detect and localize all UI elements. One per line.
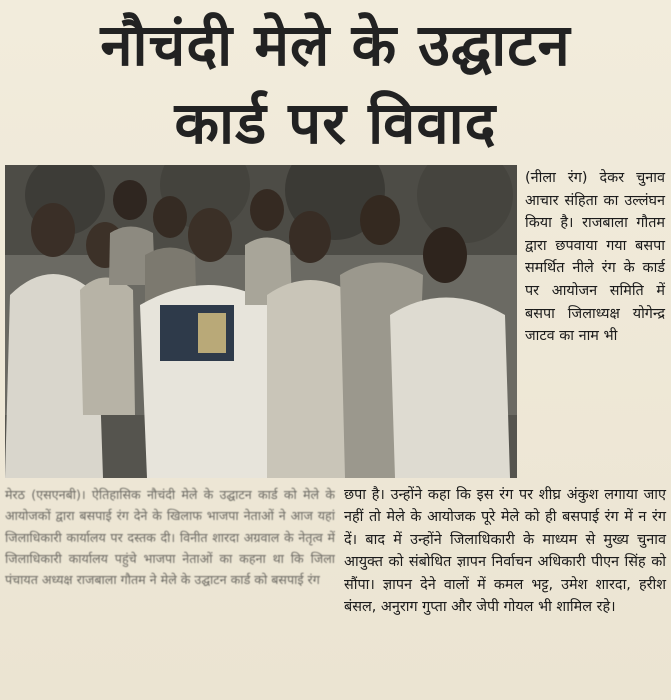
news-photo bbox=[5, 165, 517, 478]
headline-line-1: नौचंदी मेले के उद्घाटन bbox=[100, 11, 571, 79]
group-photo-illustration bbox=[5, 165, 517, 478]
headline-line-2: कार्ड पर विवाद bbox=[174, 89, 497, 157]
article-side-column: (नीला रंग) देकर चुनाव आचार संहिता का उल्लंघन किया है। राजबाला गौतम द्वारा छपवाया गया बसपा समर्थित नीले रंग के कार्ड पर आयोजन समिति में बसपा जिलाध्यक्ष योगेन्द्र जाटव का नाम भी bbox=[525, 170, 665, 345]
article-lower-right-column: छपा है। उन्होंने कहा कि इस रंग पर शीघ्र अंकुश लगाया जाए नहीं तो मेले के आयोजक पूरे मेले को ही बसपाई रंग में न रंग दें। बाद में उन्होंने जिलाधिकारी के माध्यम से मुख्य चुनाव आयुक्त को संबोधित ज्ञापन निर्वाचन अधिकारी पीएन सिंह को सौंपा। ज्ञापन देने वालों में कमल भट्ट, उमेश शारदा, हरीश बंसल, अनुराग गुप्ता और जेपी गोयल भी शामिल रहे। bbox=[344, 487, 666, 616]
article-lower-left-column: मेरठ (एसएनबी)। ऐतिहासिक नौचंदी मेले के उद्घाटन कार्ड को मेले के आयोजकों द्वारा बसपाई रंग देने के खिलाफ भाजपा नेताओं ने आज यहां जिलाधिकारी कार्यालय पर दस्तक दी। विनीत शारदा अग्रवाल के नेतृत्व में जिलाधिकारी कार्यालय पहुंचे भाजपा नेताओं का कहना था कि जिला पंचायत अध्यक्ष राजबाला गौतम ने मेले के उद्घाटन कार्ड को बसपाई रंग bbox=[5, 487, 335, 588]
